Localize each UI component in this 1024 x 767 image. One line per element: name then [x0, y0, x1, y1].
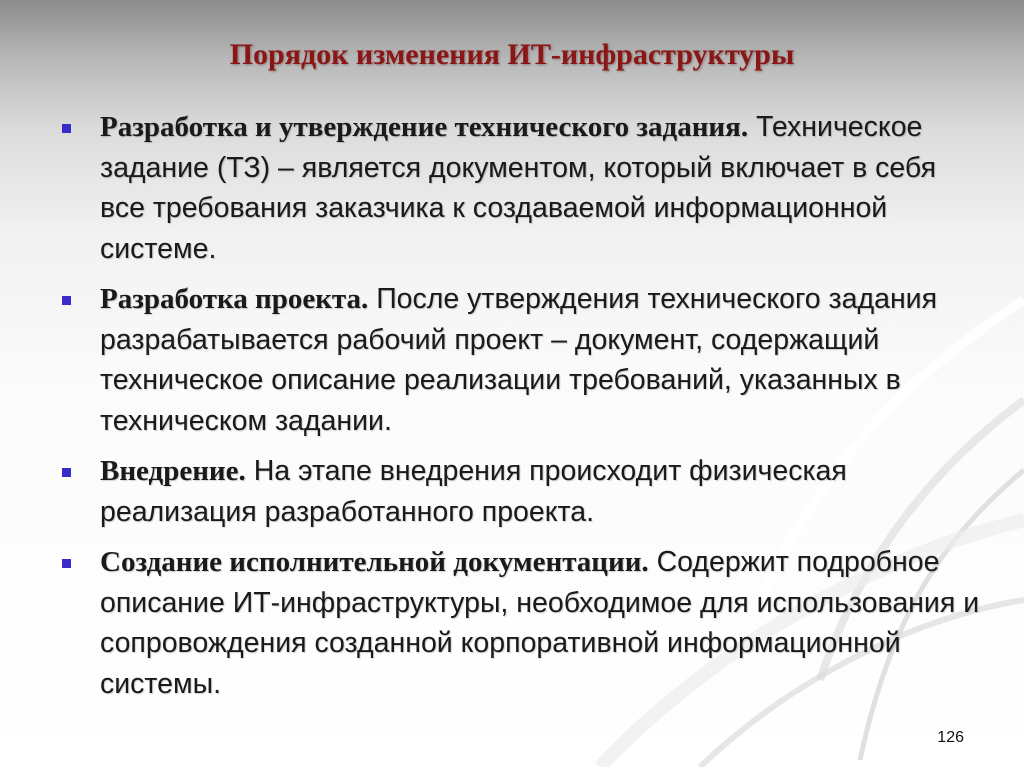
bullet-text: Содержит подробное описание ИТ-инфраструктуры, необходимое для использования и сопровождения созданной корпоративной информационной системы. — [100, 546, 980, 700]
square-bullet-icon — [62, 296, 71, 305]
page-number: 126 — [937, 729, 964, 746]
bullet-item-documentation — [62, 542, 982, 704]
square-bullet-icon — [62, 468, 71, 477]
bullet-heading: Внедрение. — [100, 455, 246, 487]
bullet-text: На этапе внедрения происходит физическая реализация разработанного проекта. — [100, 455, 847, 528]
bullet-text: Техническое задание (ТЗ) – является документом, который включает в себя все требования заказчика к создаваемой информационной системе. — [100, 111, 937, 265]
bullet-heading: Разработка и утверждение технического задания. — [100, 111, 749, 143]
slide-title: Порядок изменения ИТ-инфраструктуры — [229, 38, 795, 71]
bullet-item-technical-spec — [62, 107, 982, 269]
square-bullet-icon — [62, 559, 71, 568]
square-bullet-icon — [62, 124, 71, 133]
bullet-heading: Создание исполнительной документации. — [100, 546, 649, 578]
bullet-list — [62, 107, 982, 714]
bullet-heading: Разработка проекта. — [100, 283, 369, 315]
bullet-item-implementation — [62, 451, 982, 532]
bullet-item-project-development — [62, 279, 982, 441]
bullet-text: После утверждения технического задания разрабатывается рабочий проект – документ, содержащий техническое описание реализации требований, указанных в техническом задании. — [100, 283, 938, 437]
